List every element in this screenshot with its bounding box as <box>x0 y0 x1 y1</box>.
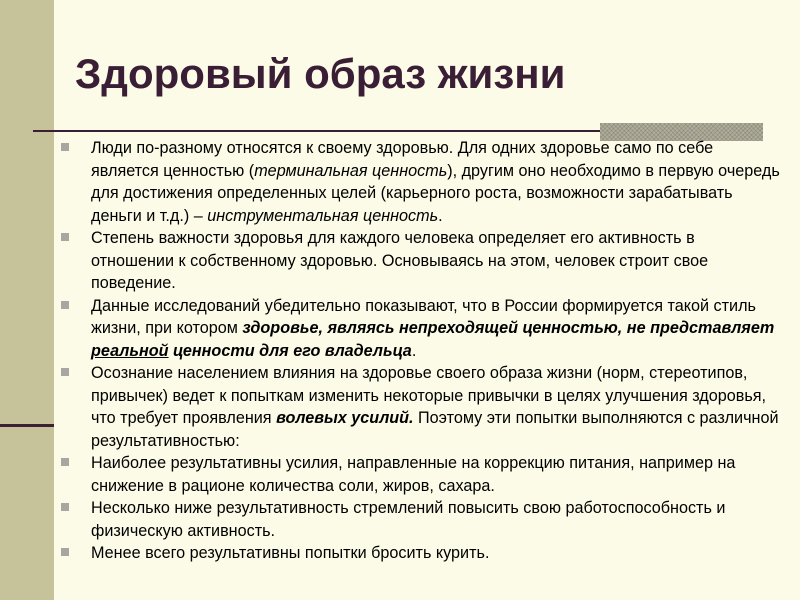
bullet-item <box>60 497 780 542</box>
square-bullet-icon <box>61 368 69 376</box>
bullet-text-segment: инструментальная ценность <box>207 206 439 225</box>
bullet-item <box>60 137 780 227</box>
square-bullet-icon <box>61 143 69 151</box>
bullet-text-segment: ), другим оно необходимо в первую очередь для достижения определенных целей (карьерного роста, возможности зарабатывать деньги и т.д.) – <box>91 161 780 225</box>
bullet-text-segment: Степень важности здоровья для каждого человека определяет его активность в отношении к собственному здоровью. Основываясь на этом, человек строит свое поведение. <box>91 229 709 292</box>
square-bullet-icon <box>61 503 69 511</box>
bullet-text-segment: Менее всего результативны попытки бросить курить. <box>91 544 490 562</box>
bullet-text-segment: реальной <box>91 341 169 360</box>
bullet-text-segment: терминальная ценность <box>254 161 448 180</box>
bullet-text-segment: Несколько ниже результативность стремлений повысить свою работоспособность и физическую активность. <box>91 499 726 540</box>
left-accent-bar <box>0 0 54 600</box>
bullet-item <box>60 227 780 295</box>
bullet-text-segment: . <box>438 206 443 225</box>
square-bullet-icon <box>61 301 69 309</box>
square-bullet-icon <box>61 548 69 556</box>
bullet-text-segment: Люди по-разному относятся к своему здоровью. Для одних здоровье само по себе является ценностью ( <box>91 139 714 180</box>
bullet-item <box>60 362 780 452</box>
bullet-text-segment: волевых усилий. <box>276 409 414 427</box>
square-bullet-icon <box>61 233 69 241</box>
bullet-list <box>60 137 780 565</box>
bullet-item <box>60 452 780 497</box>
bullet-item <box>60 542 780 565</box>
square-bullet-icon <box>61 458 69 466</box>
bullet-text-segment: Данные исследований убедительно показывают, что в России формируется такой стиль жизни, при котором <box>91 296 756 337</box>
bullet-text-segment: здоровье, являясь непреходящей ценностью, не представляет <box>242 319 775 337</box>
bullet-text-segment: ценности для его владельца <box>168 341 412 360</box>
slide-title: Здоровый образ жизни <box>75 50 566 97</box>
bullet-text-segment: . <box>411 341 417 360</box>
left-accent-rule <box>0 424 54 427</box>
bullet-text-segment: Осознание населением влияния на здоровье своего образа жизни (норм, стереотипов, привычек) ведет к попыткам изменить некоторые привычки в целях улучшения здоровья, что требует проявления <box>91 364 767 427</box>
bullet-text-segment: Поэтому эти попытки выполняются с различной результативностью: <box>91 409 779 450</box>
bullet-item <box>60 295 780 363</box>
bullet-text-segment: Наиболее результативны усилия, направленные на коррекцию питания, например на снижение в рационе количества соли, жиров, сахара. <box>91 454 736 495</box>
